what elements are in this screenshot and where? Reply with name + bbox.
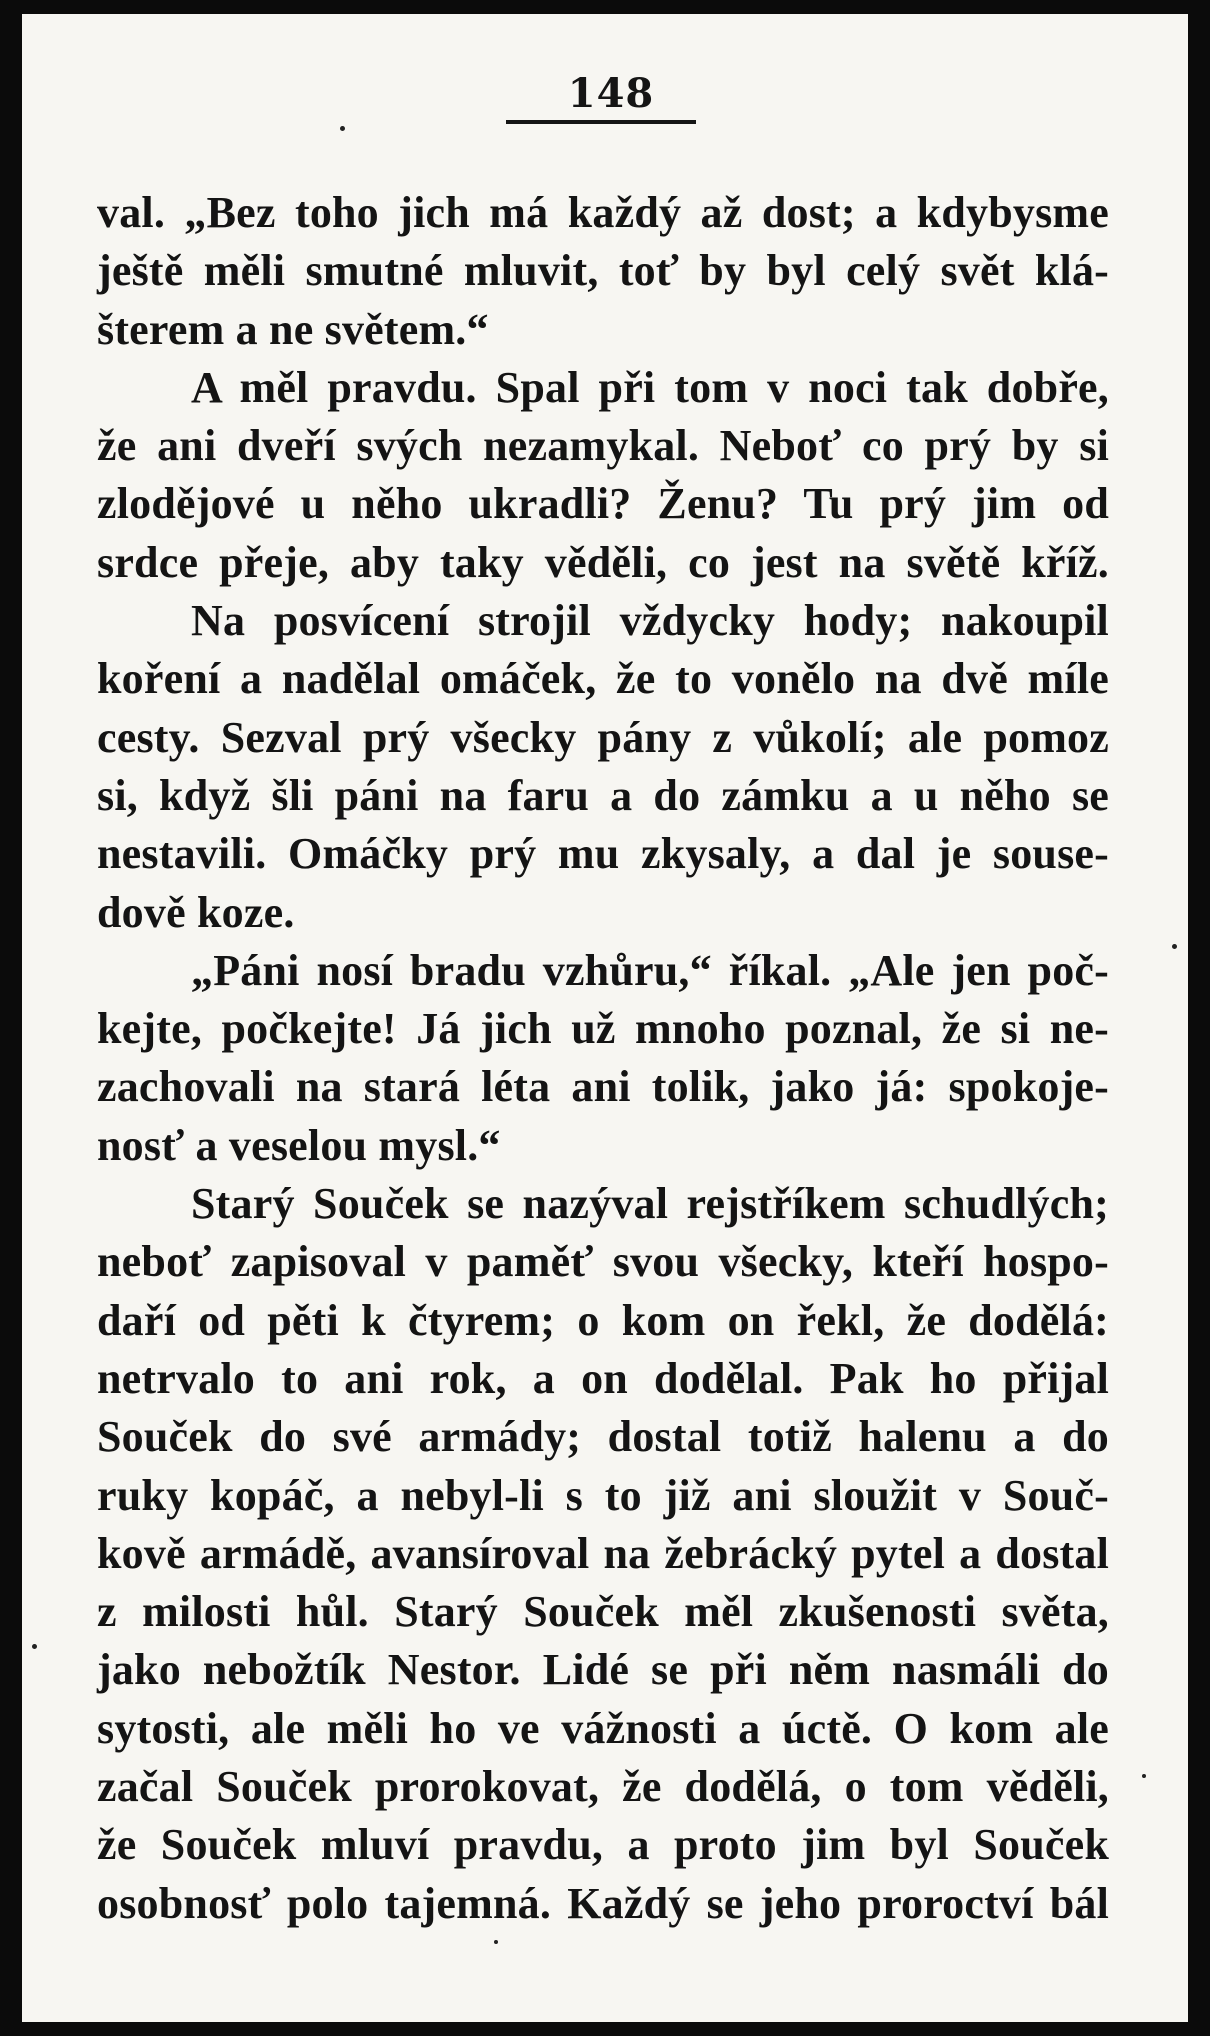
text-line: Souček do své armády; dostal totiž halenu a do	[97, 1412, 1109, 1462]
text-line: že Souček mluví pravdu, a proto jim byl Souček	[97, 1820, 1109, 1870]
text-line: dově koze.	[97, 887, 295, 937]
text-line: neboť zapisoval v paměť svou všecky, kteří hospo-	[97, 1237, 1109, 1287]
text-line: A měl pravdu. Spal při tom v noci tak dobře,	[191, 362, 1109, 412]
text-line: cesty. Sezval prý všecky pány z vůkolí; ale pomoz	[97, 712, 1109, 762]
text-line: Starý Souček se nazýval rejstříkem schudlých;	[191, 1179, 1109, 1229]
text-line: srdce přeje, aby taky věděli, co jest na světě kříž.	[97, 537, 1109, 587]
text-line: osobnosť polo tajemná. Každý se jeho proroctví bál	[97, 1878, 1109, 1928]
body-text	[97, 184, 1109, 1933]
print-speck	[494, 1940, 498, 1944]
text-line: sytosti, ale měli ho ve vážnosti a úctě. O kom ale	[97, 1703, 1109, 1753]
text-line: zachovali na stará léta ani tolik, jako já: spokoje-	[97, 1062, 1109, 1112]
text-line: koření a nadělal omáček, že to vonělo na dvě míle	[97, 654, 1109, 704]
print-speck	[1142, 1774, 1146, 1778]
text-line: z milosti hůl. Starý Souček měl zkušenosti světa,	[97, 1587, 1109, 1637]
print-speck	[340, 126, 345, 131]
text-line: val. „Bez toho jich má každý až dost; a kdybysme	[97, 188, 1109, 237]
text-line: zlodějové u něho ukradli? Ženu? Tu prý jim od	[97, 479, 1109, 529]
text-line: jako nebožtík Nestor. Lidé se při něm nasmáli do	[97, 1645, 1109, 1695]
text-line: začal Souček prorokovat, že dodělá, o tom věděli,	[97, 1762, 1109, 1812]
text-line: „Páni nosí bradu vzhůru,“ říkal. „Ale jen poč-	[191, 945, 1109, 995]
text-line: si, když šli páni na faru a do zámku a u něho se	[97, 770, 1109, 820]
text-line: ještě měli smutné mluvit, toť by byl celý svět klá-	[97, 246, 1109, 296]
text-line: kově armádě, avansíroval na žebrácký pytel a dostal	[97, 1528, 1109, 1578]
book-page	[22, 14, 1188, 2022]
text-line: netrvalo to ani rok, a on dodělal. Pak ho přijal	[97, 1353, 1109, 1403]
text-line: nestavili. Omáčky prý mu zkysaly, a dal je souse-	[97, 829, 1109, 879]
text-line: šterem a ne světem.“	[97, 304, 489, 354]
text-line: že ani dveří svých nezamykal. Neboť co prý by si	[97, 421, 1109, 471]
page-number: 148	[567, 70, 655, 117]
header-rule	[506, 120, 696, 124]
text-line: daří od pěti k čtyrem; o kom on řekl, že dodělá:	[97, 1295, 1109, 1345]
text-line: nosť a veselou mysl.“	[97, 1120, 501, 1170]
print-speck	[1172, 944, 1177, 949]
print-speck	[32, 1644, 37, 1649]
text-line: Na posvícení strojil vždycky hody; nakoupil	[191, 596, 1109, 646]
text-line: ruky kopáč, a nebyl-li s to již ani sloužit v Souč-	[97, 1470, 1109, 1520]
text-line: kejte, počkejte! Já jich už mnoho poznal, že si ne-	[97, 1004, 1109, 1054]
